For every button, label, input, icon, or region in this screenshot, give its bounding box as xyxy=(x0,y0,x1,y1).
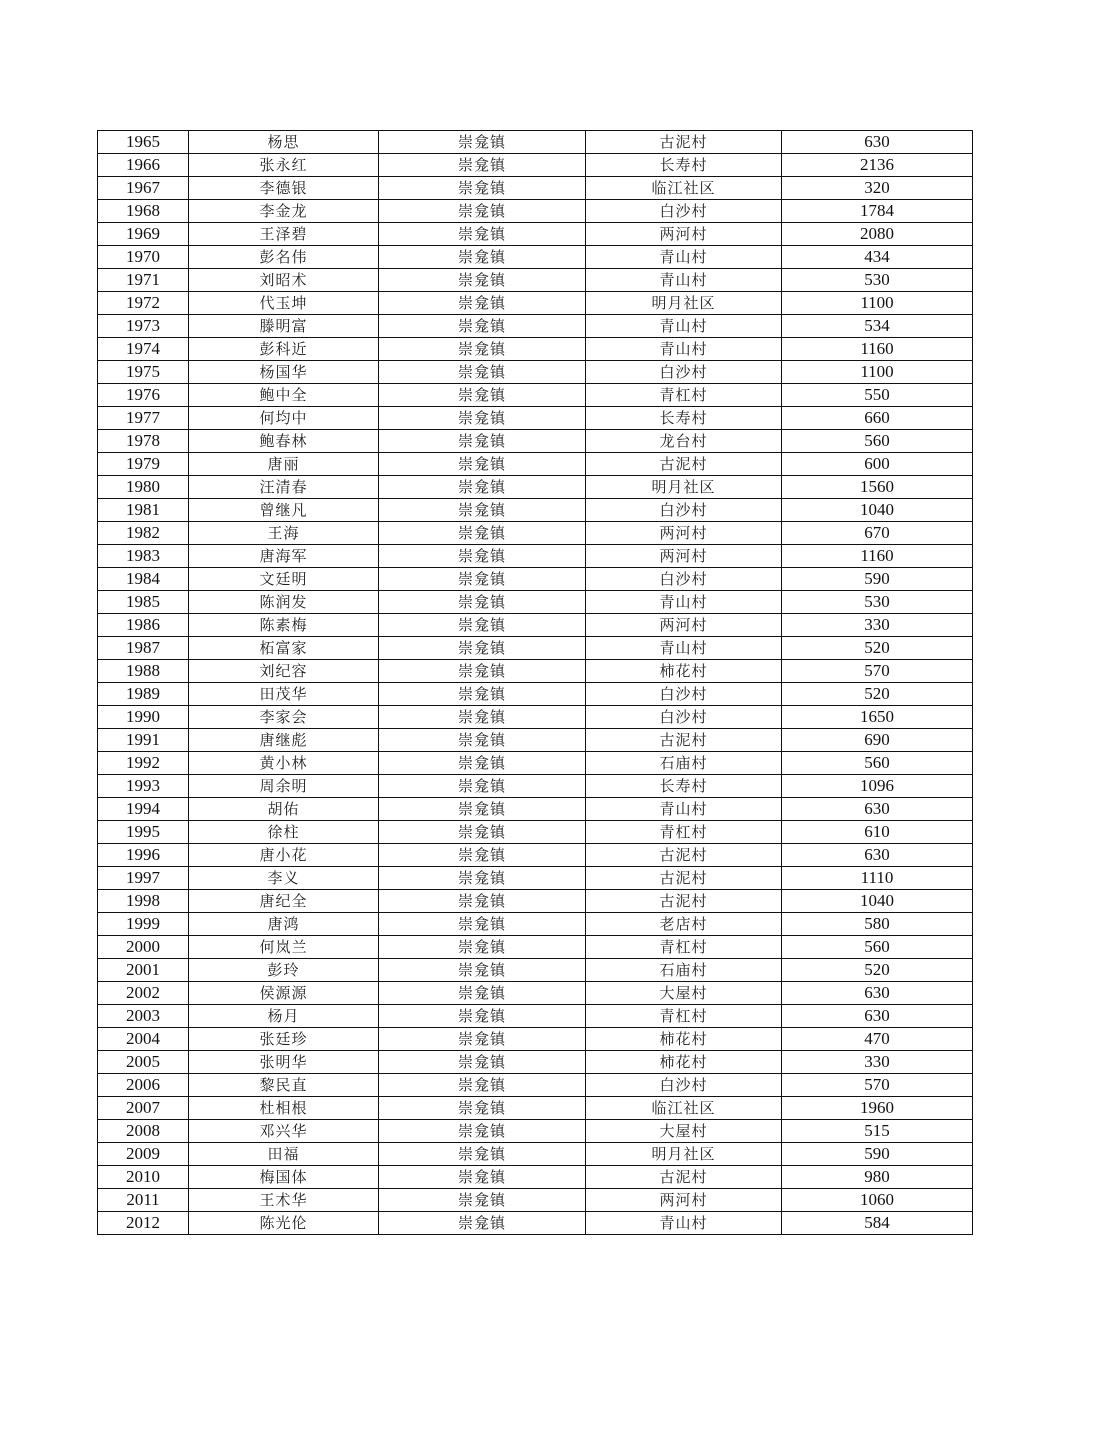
amount-cell: 550 xyxy=(782,384,973,407)
table-row xyxy=(98,223,973,246)
village-cell: 临江社区 xyxy=(586,177,782,200)
row-number-cell: 1982 xyxy=(98,522,189,545)
village-cell: 龙台村 xyxy=(586,430,782,453)
village-cell: 青山村 xyxy=(586,246,782,269)
table-row xyxy=(98,683,973,706)
row-number-cell: 1979 xyxy=(98,453,189,476)
amount-cell: 570 xyxy=(782,660,973,683)
amount-cell: 520 xyxy=(782,959,973,982)
town-cell: 崇龛镇 xyxy=(379,683,586,706)
town-cell: 崇龛镇 xyxy=(379,269,586,292)
name-cell: 代玉坤 xyxy=(189,292,379,315)
row-number-cell: 1977 xyxy=(98,407,189,430)
row-number-cell: 1996 xyxy=(98,844,189,867)
name-cell: 黎民直 xyxy=(189,1074,379,1097)
amount-cell: 1110 xyxy=(782,867,973,890)
town-cell: 崇龛镇 xyxy=(379,1166,586,1189)
amount-cell: 1560 xyxy=(782,476,973,499)
name-cell: 李金龙 xyxy=(189,200,379,223)
amount-cell: 1100 xyxy=(782,292,973,315)
village-cell: 明月社区 xyxy=(586,292,782,315)
town-cell: 崇龛镇 xyxy=(379,752,586,775)
village-cell: 青杠村 xyxy=(586,384,782,407)
village-cell: 青山村 xyxy=(586,798,782,821)
table-row xyxy=(98,545,973,568)
table-row xyxy=(98,269,973,292)
name-cell: 胡佑 xyxy=(189,798,379,821)
row-number-cell: 1991 xyxy=(98,729,189,752)
amount-cell: 530 xyxy=(782,269,973,292)
name-cell: 李德银 xyxy=(189,177,379,200)
village-cell: 白沙村 xyxy=(586,706,782,729)
name-cell: 何均中 xyxy=(189,407,379,430)
name-cell: 徐柱 xyxy=(189,821,379,844)
table-row xyxy=(98,200,973,223)
table-row xyxy=(98,706,973,729)
row-number-cell: 1989 xyxy=(98,683,189,706)
row-number-cell: 1981 xyxy=(98,499,189,522)
row-number-cell: 1968 xyxy=(98,200,189,223)
town-cell: 崇龛镇 xyxy=(379,959,586,982)
village-cell: 古泥村 xyxy=(586,844,782,867)
row-number-cell: 2003 xyxy=(98,1005,189,1028)
amount-cell: 1784 xyxy=(782,200,973,223)
row-number-cell: 2001 xyxy=(98,959,189,982)
amount-cell: 434 xyxy=(782,246,973,269)
amount-cell: 320 xyxy=(782,177,973,200)
town-cell: 崇龛镇 xyxy=(379,936,586,959)
name-cell: 唐继彪 xyxy=(189,729,379,752)
village-cell: 两河村 xyxy=(586,614,782,637)
village-cell: 青山村 xyxy=(586,1212,782,1235)
town-cell: 崇龛镇 xyxy=(379,545,586,568)
row-number-cell: 1986 xyxy=(98,614,189,637)
row-number-cell: 1966 xyxy=(98,154,189,177)
table-row xyxy=(98,499,973,522)
village-cell: 白沙村 xyxy=(586,200,782,223)
table-row xyxy=(98,1028,973,1051)
row-number-cell: 1969 xyxy=(98,223,189,246)
village-cell: 大屋村 xyxy=(586,982,782,1005)
table-row xyxy=(98,936,973,959)
town-cell: 崇龛镇 xyxy=(379,867,586,890)
village-cell: 两河村 xyxy=(586,223,782,246)
town-cell: 崇龛镇 xyxy=(379,775,586,798)
name-cell: 杨国华 xyxy=(189,361,379,384)
town-cell: 崇龛镇 xyxy=(379,660,586,683)
town-cell: 崇龛镇 xyxy=(379,131,586,154)
name-cell: 鲍春林 xyxy=(189,430,379,453)
table-row xyxy=(98,1212,973,1235)
amount-cell: 330 xyxy=(782,1051,973,1074)
amount-cell: 584 xyxy=(782,1212,973,1235)
town-cell: 崇龛镇 xyxy=(379,1051,586,1074)
table-row xyxy=(98,476,973,499)
amount-cell: 530 xyxy=(782,591,973,614)
village-cell: 明月社区 xyxy=(586,476,782,499)
name-cell: 柘富家 xyxy=(189,637,379,660)
name-cell: 滕明富 xyxy=(189,315,379,338)
table-row xyxy=(98,752,973,775)
name-cell: 田福 xyxy=(189,1143,379,1166)
amount-cell: 630 xyxy=(782,798,973,821)
town-cell: 崇龛镇 xyxy=(379,1120,586,1143)
village-cell: 石庙村 xyxy=(586,752,782,775)
row-number-cell: 1988 xyxy=(98,660,189,683)
town-cell: 崇龛镇 xyxy=(379,1074,586,1097)
name-cell: 刘纪容 xyxy=(189,660,379,683)
town-cell: 崇龛镇 xyxy=(379,246,586,269)
table-row xyxy=(98,154,973,177)
town-cell: 崇龛镇 xyxy=(379,1005,586,1028)
row-number-cell: 1967 xyxy=(98,177,189,200)
table-row xyxy=(98,430,973,453)
table-row xyxy=(98,844,973,867)
amount-cell: 560 xyxy=(782,430,973,453)
town-cell: 崇龛镇 xyxy=(379,384,586,407)
name-cell: 曾继凡 xyxy=(189,499,379,522)
town-cell: 崇龛镇 xyxy=(379,476,586,499)
table-row xyxy=(98,131,973,154)
table-row xyxy=(98,177,973,200)
town-cell: 崇龛镇 xyxy=(379,1097,586,1120)
row-number-cell: 1984 xyxy=(98,568,189,591)
village-cell: 古泥村 xyxy=(586,729,782,752)
row-number-cell: 1993 xyxy=(98,775,189,798)
name-cell: 杨思 xyxy=(189,131,379,154)
row-number-cell: 1998 xyxy=(98,890,189,913)
name-cell: 王泽碧 xyxy=(189,223,379,246)
village-cell: 古泥村 xyxy=(586,131,782,154)
table-row xyxy=(98,913,973,936)
name-cell: 王海 xyxy=(189,522,379,545)
amount-cell: 560 xyxy=(782,752,973,775)
table-row xyxy=(98,637,973,660)
name-cell: 彭科近 xyxy=(189,338,379,361)
name-cell: 邓兴华 xyxy=(189,1120,379,1143)
name-cell: 梅国体 xyxy=(189,1166,379,1189)
village-cell: 古泥村 xyxy=(586,890,782,913)
name-cell: 唐小花 xyxy=(189,844,379,867)
town-cell: 崇龛镇 xyxy=(379,591,586,614)
village-cell: 白沙村 xyxy=(586,1074,782,1097)
name-cell: 文廷明 xyxy=(189,568,379,591)
amount-cell: 330 xyxy=(782,614,973,637)
table-row xyxy=(98,338,973,361)
village-cell: 两河村 xyxy=(586,545,782,568)
village-cell: 青杠村 xyxy=(586,936,782,959)
table-row xyxy=(98,1143,973,1166)
row-number-cell: 2011 xyxy=(98,1189,189,1212)
name-cell: 刘昭术 xyxy=(189,269,379,292)
amount-cell: 630 xyxy=(782,1005,973,1028)
town-cell: 崇龛镇 xyxy=(379,1212,586,1235)
village-cell: 青山村 xyxy=(586,637,782,660)
row-number-cell: 2012 xyxy=(98,1212,189,1235)
village-cell: 古泥村 xyxy=(586,867,782,890)
amount-cell: 600 xyxy=(782,453,973,476)
amount-cell: 534 xyxy=(782,315,973,338)
row-number-cell: 1965 xyxy=(98,131,189,154)
table-row xyxy=(98,453,973,476)
name-cell: 唐鸿 xyxy=(189,913,379,936)
town-cell: 崇龛镇 xyxy=(379,1028,586,1051)
row-number-cell: 1983 xyxy=(98,545,189,568)
village-cell: 两河村 xyxy=(586,1189,782,1212)
row-number-cell: 2007 xyxy=(98,1097,189,1120)
table-row xyxy=(98,522,973,545)
village-cell: 青杠村 xyxy=(586,1005,782,1028)
amount-cell: 1040 xyxy=(782,499,973,522)
row-number-cell: 2002 xyxy=(98,982,189,1005)
amount-cell: 630 xyxy=(782,982,973,1005)
row-number-cell: 1987 xyxy=(98,637,189,660)
row-number-cell: 1975 xyxy=(98,361,189,384)
amount-cell: 2080 xyxy=(782,223,973,246)
village-cell: 白沙村 xyxy=(586,568,782,591)
village-cell: 临江社区 xyxy=(586,1097,782,1120)
table-row xyxy=(98,1120,973,1143)
table-row xyxy=(98,1097,973,1120)
name-cell: 彭名伟 xyxy=(189,246,379,269)
amount-cell: 590 xyxy=(782,1143,973,1166)
row-number-cell: 1997 xyxy=(98,867,189,890)
name-cell: 汪清春 xyxy=(189,476,379,499)
row-number-cell: 2004 xyxy=(98,1028,189,1051)
row-number-cell: 1972 xyxy=(98,292,189,315)
row-number-cell: 1995 xyxy=(98,821,189,844)
amount-cell: 470 xyxy=(782,1028,973,1051)
amount-cell: 670 xyxy=(782,522,973,545)
table-row xyxy=(98,407,973,430)
village-cell: 青山村 xyxy=(586,315,782,338)
town-cell: 崇龛镇 xyxy=(379,430,586,453)
row-number-cell: 2009 xyxy=(98,1143,189,1166)
name-cell: 李家会 xyxy=(189,706,379,729)
row-number-cell: 1976 xyxy=(98,384,189,407)
town-cell: 崇龛镇 xyxy=(379,798,586,821)
village-cell: 古泥村 xyxy=(586,1166,782,1189)
town-cell: 崇龛镇 xyxy=(379,407,586,430)
amount-cell: 580 xyxy=(782,913,973,936)
village-cell: 两河村 xyxy=(586,522,782,545)
amount-cell: 630 xyxy=(782,131,973,154)
amount-cell: 560 xyxy=(782,936,973,959)
name-cell: 陈润发 xyxy=(189,591,379,614)
town-cell: 崇龛镇 xyxy=(379,568,586,591)
amount-cell: 1100 xyxy=(782,361,973,384)
town-cell: 崇龛镇 xyxy=(379,706,586,729)
row-number-cell: 2008 xyxy=(98,1120,189,1143)
row-number-cell: 2010 xyxy=(98,1166,189,1189)
name-cell: 侯源源 xyxy=(189,982,379,1005)
village-cell: 青杠村 xyxy=(586,821,782,844)
town-cell: 崇龛镇 xyxy=(379,729,586,752)
table-row xyxy=(98,660,973,683)
town-cell: 崇龛镇 xyxy=(379,200,586,223)
amount-cell: 1160 xyxy=(782,338,973,361)
row-number-cell: 1978 xyxy=(98,430,189,453)
name-cell: 何岚兰 xyxy=(189,936,379,959)
amount-cell: 1650 xyxy=(782,706,973,729)
town-cell: 崇龛镇 xyxy=(379,154,586,177)
table-row xyxy=(98,614,973,637)
name-cell: 唐纪全 xyxy=(189,890,379,913)
table-row xyxy=(98,1005,973,1028)
table-row xyxy=(98,867,973,890)
village-cell: 柿花村 xyxy=(586,1028,782,1051)
row-number-cell: 1974 xyxy=(98,338,189,361)
table-row xyxy=(98,1051,973,1074)
amount-cell: 515 xyxy=(782,1120,973,1143)
table-row xyxy=(98,729,973,752)
village-cell: 柿花村 xyxy=(586,660,782,683)
amount-cell: 690 xyxy=(782,729,973,752)
table-row xyxy=(98,361,973,384)
town-cell: 崇龛镇 xyxy=(379,315,586,338)
amount-cell: 1160 xyxy=(782,545,973,568)
town-cell: 崇龛镇 xyxy=(379,177,586,200)
amount-cell: 1960 xyxy=(782,1097,973,1120)
name-cell: 唐丽 xyxy=(189,453,379,476)
table-row xyxy=(98,315,973,338)
table-row xyxy=(98,246,973,269)
row-number-cell: 2000 xyxy=(98,936,189,959)
row-number-cell: 1985 xyxy=(98,591,189,614)
amount-cell: 2136 xyxy=(782,154,973,177)
town-cell: 崇龛镇 xyxy=(379,338,586,361)
row-number-cell: 1980 xyxy=(98,476,189,499)
table-row xyxy=(98,1074,973,1097)
records-table xyxy=(97,130,973,1235)
name-cell: 黄小林 xyxy=(189,752,379,775)
town-cell: 崇龛镇 xyxy=(379,361,586,384)
town-cell: 崇龛镇 xyxy=(379,499,586,522)
town-cell: 崇龛镇 xyxy=(379,1143,586,1166)
row-number-cell: 1994 xyxy=(98,798,189,821)
table-row xyxy=(98,292,973,315)
row-number-cell: 2005 xyxy=(98,1051,189,1074)
village-cell: 白沙村 xyxy=(586,361,782,384)
village-cell: 青山村 xyxy=(586,591,782,614)
name-cell: 周余明 xyxy=(189,775,379,798)
village-cell: 长寿村 xyxy=(586,407,782,430)
records-table-body xyxy=(98,131,973,1235)
name-cell: 陈光伦 xyxy=(189,1212,379,1235)
amount-cell: 610 xyxy=(782,821,973,844)
name-cell: 张廷珍 xyxy=(189,1028,379,1051)
table-row xyxy=(98,568,973,591)
name-cell: 杨月 xyxy=(189,1005,379,1028)
town-cell: 崇龛镇 xyxy=(379,913,586,936)
village-cell: 白沙村 xyxy=(586,499,782,522)
row-number-cell: 1971 xyxy=(98,269,189,292)
town-cell: 崇龛镇 xyxy=(379,821,586,844)
row-number-cell: 1970 xyxy=(98,246,189,269)
town-cell: 崇龛镇 xyxy=(379,844,586,867)
town-cell: 崇龛镇 xyxy=(379,223,586,246)
amount-cell: 1060 xyxy=(782,1189,973,1212)
amount-cell: 520 xyxy=(782,637,973,660)
name-cell: 田茂华 xyxy=(189,683,379,706)
table-row xyxy=(98,591,973,614)
name-cell: 陈素梅 xyxy=(189,614,379,637)
amount-cell: 630 xyxy=(782,844,973,867)
amount-cell: 660 xyxy=(782,407,973,430)
amount-cell: 980 xyxy=(782,1166,973,1189)
village-cell: 长寿村 xyxy=(586,775,782,798)
village-cell: 老店村 xyxy=(586,913,782,936)
name-cell: 张明华 xyxy=(189,1051,379,1074)
village-cell: 白沙村 xyxy=(586,683,782,706)
village-cell: 青山村 xyxy=(586,269,782,292)
table-row xyxy=(98,1166,973,1189)
name-cell: 鲍中全 xyxy=(189,384,379,407)
amount-cell: 520 xyxy=(782,683,973,706)
name-cell: 李义 xyxy=(189,867,379,890)
row-number-cell: 1990 xyxy=(98,706,189,729)
town-cell: 崇龛镇 xyxy=(379,522,586,545)
row-number-cell: 1999 xyxy=(98,913,189,936)
town-cell: 崇龛镇 xyxy=(379,614,586,637)
village-cell: 大屋村 xyxy=(586,1120,782,1143)
amount-cell: 570 xyxy=(782,1074,973,1097)
village-cell: 明月社区 xyxy=(586,1143,782,1166)
table-row xyxy=(98,890,973,913)
village-cell: 古泥村 xyxy=(586,453,782,476)
town-cell: 崇龛镇 xyxy=(379,890,586,913)
table-row xyxy=(98,775,973,798)
amount-cell: 1096 xyxy=(782,775,973,798)
amount-cell: 590 xyxy=(782,568,973,591)
town-cell: 崇龛镇 xyxy=(379,982,586,1005)
table-row xyxy=(98,798,973,821)
table-row xyxy=(98,384,973,407)
row-number-cell: 1992 xyxy=(98,752,189,775)
town-cell: 崇龛镇 xyxy=(379,292,586,315)
name-cell: 唐海军 xyxy=(189,545,379,568)
row-number-cell: 1973 xyxy=(98,315,189,338)
town-cell: 崇龛镇 xyxy=(379,637,586,660)
village-cell: 石庙村 xyxy=(586,959,782,982)
amount-cell: 1040 xyxy=(782,890,973,913)
table-row xyxy=(98,821,973,844)
name-cell: 杜相根 xyxy=(189,1097,379,1120)
name-cell: 张永红 xyxy=(189,154,379,177)
table-row xyxy=(98,1189,973,1212)
row-number-cell: 2006 xyxy=(98,1074,189,1097)
town-cell: 崇龛镇 xyxy=(379,453,586,476)
village-cell: 长寿村 xyxy=(586,154,782,177)
town-cell: 崇龛镇 xyxy=(379,1189,586,1212)
name-cell: 王术华 xyxy=(189,1189,379,1212)
table-row xyxy=(98,982,973,1005)
village-cell: 青山村 xyxy=(586,338,782,361)
village-cell: 柿花村 xyxy=(586,1051,782,1074)
table-row xyxy=(98,959,973,982)
name-cell: 彭玲 xyxy=(189,959,379,982)
